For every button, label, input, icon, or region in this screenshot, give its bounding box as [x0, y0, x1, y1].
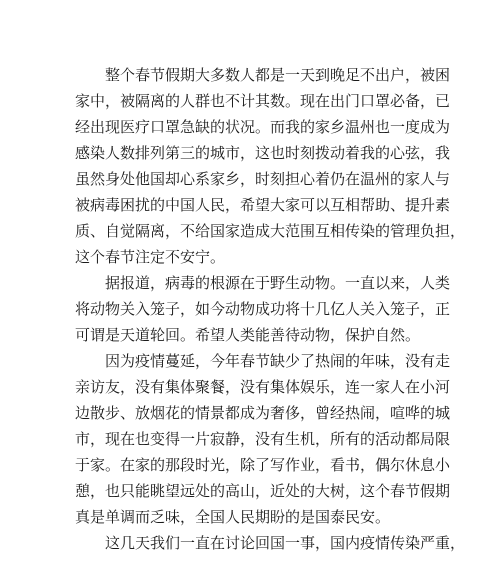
- paragraph-1-line-6: 被病毒困扰的中国人民，希望大家可以互相帮助、提升素: [75, 196, 451, 214]
- paragraph-3-line-6: 憩，也只能眺望远处的高山，近处的大树，这个春节假期: [75, 482, 451, 500]
- paragraph-2-line-2: 将动物关入笼子，如今动物成功将十几亿人关入笼子，正: [75, 300, 451, 318]
- paragraph-3-line-5: 于家。在家的那段时光，除了写作业，看书，偶尔休息小: [75, 456, 451, 474]
- paragraph-1-line-5: 虽然身处他国却心系家乡，时刻担心着仍在温州的家人与: [75, 170, 451, 188]
- paragraph-1-line-4: 感染人数排列第三的城市，这也时刻拨动着我的心弦，我: [75, 144, 451, 162]
- paragraph-1-line-3: 经出现医疗口罩急缺的状况。而我的家乡温州也一度成为: [75, 118, 451, 136]
- paragraph-1-line-1: 整个春节假期大多数人都是一天到晚足不出户，被困: [105, 66, 451, 84]
- paragraph-3-line-2: 亲访友，没有集体聚餐，没有集体娱乐，连一家人在小河: [75, 378, 451, 396]
- paragraph-1-line-2: 家中，被隔离的人群也不计其数。现在出门口罩必备，已: [75, 92, 451, 110]
- paragraph-2-line-3: 可谓是天道轮回。希望人类能善待动物，保护自然。: [75, 326, 421, 344]
- paragraph-3-line-4: 市，现在也变得一片寂静，没有生机，所有的活动都局限: [75, 430, 451, 448]
- paragraph-3-line-7: 真是单调而乏味，全国人民期盼的是国泰民安。: [75, 508, 391, 526]
- paragraph-3-line-3: 边散步、放烟花的情景都成为奢侈，曾经热闹，喧哗的城: [75, 404, 451, 422]
- paragraph-2-line-1: 据报道，病毒的根源在于野生动物。一直以来，人类: [105, 274, 451, 292]
- paragraph-1-line-7: 质、自觉隔离，不给国家造成大范围互相传染的管理负担，: [75, 222, 466, 240]
- paragraph-4-line-1: 这几天我们一直在讨论回国一事，国内疫情传染严重，: [105, 534, 466, 552]
- paragraph-1-line-8: 这个春节注定不安宁。: [75, 248, 226, 266]
- paragraph-3-line-1: 因为疫情蔓延，今年春节缺少了热闹的年味，没有走: [105, 352, 451, 370]
